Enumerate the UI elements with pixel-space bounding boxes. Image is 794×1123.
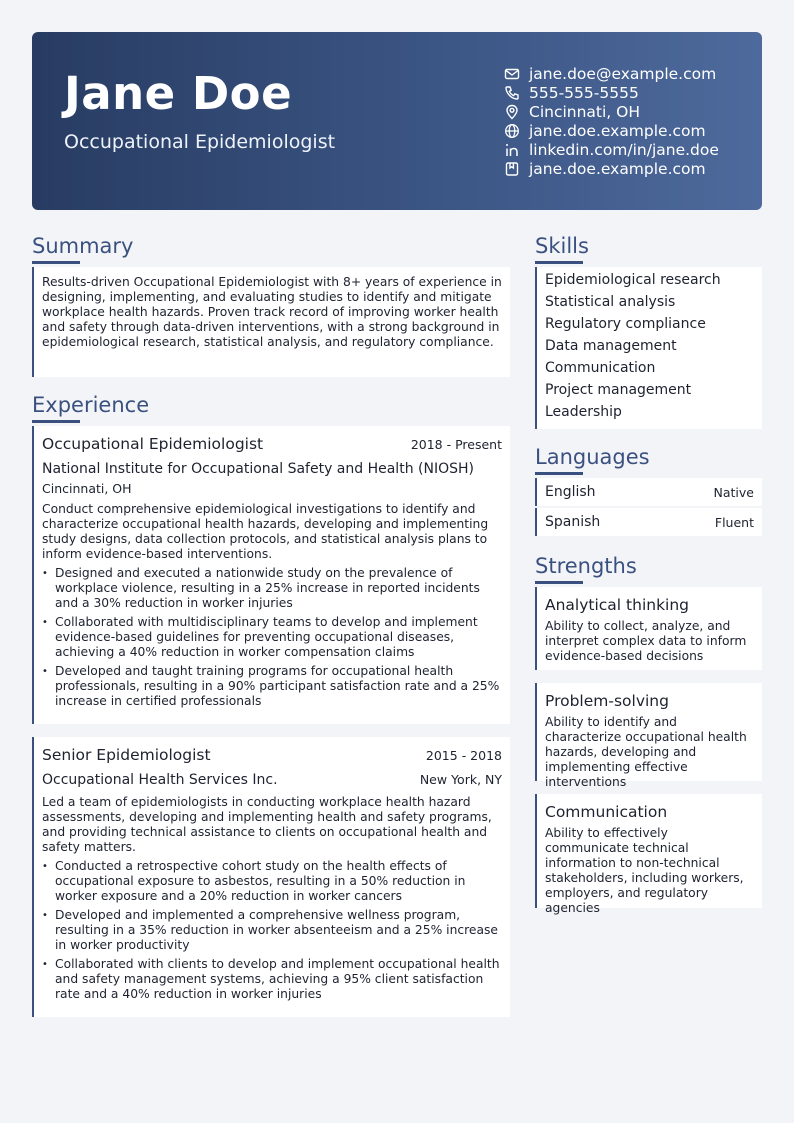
location-pin-icon: [504, 104, 520, 120]
contact-portfolio-text: jane.doe.example.com: [529, 159, 706, 178]
experience-role: Senior Epidemiologist: [42, 746, 211, 764]
language-level: Fluent: [714, 514, 754, 530]
strength-title: Problem-solving: [545, 692, 669, 710]
summary-heading: Summary: [32, 234, 134, 258]
strength-item: [535, 587, 762, 670]
experience-heading: Experience: [32, 393, 150, 417]
linkedin-icon: [504, 142, 520, 158]
contact-phone-text: 555-555-5555: [529, 83, 639, 102]
contact-portfolio[interactable]: [504, 159, 754, 178]
achievement-item: • Developed and implemented a comprehensive wellness program, resulting in a 35% reduction in worker absenteeism and a 25% increase in worker productivity: [42, 908, 502, 953]
summary-text: Results-driven Occupational Epidemiologist with 8+ years of experience in designing, implementing, and evaluating studies to identify and mitigate workplace health hazards. Proven track record of improving worker health and safety through data-driven interventions, with a strong background in epidemiological research, statistical analysis, and regulatory compliance.: [42, 275, 502, 349]
contact-website-text: jane.doe.example.com: [529, 121, 706, 140]
contact-website[interactable]: [504, 121, 754, 140]
experience-location: Cincinnati, OH: [42, 481, 132, 496]
languages-heading: Languages: [535, 445, 650, 469]
contact-linkedin-text: linkedin.com/in/jane.doe: [529, 140, 719, 159]
skill-item: Statistical analysis: [545, 294, 676, 310]
experience-item: [32, 426, 510, 724]
achievement-item: • Collaborated with multidisciplinary teams to develop and implement evidence-based guidelines for preventing occupational diseases, achieving a 40% reduction in worker compensation claims: [42, 615, 502, 660]
strength-item: [535, 794, 762, 915]
resume-header: [32, 32, 762, 210]
contact-email-text: jane.doe@example.com: [529, 64, 717, 83]
strength-description: Ability to identify and characterize occupational health hazards, developing and implementing effective interventions: [545, 715, 747, 789]
skill-item: Regulatory compliance: [545, 316, 706, 332]
candidate-title: Occupational Epidemiologist: [64, 131, 336, 153]
experience-description: Conduct comprehensive epidemiological investigations to identify and characterize occupational health hazards, developing and implementing study designs, data collection protocols, and statistical analysis plans to inform evidence-based interventions.: [42, 502, 489, 561]
language-name: Spanish: [545, 514, 601, 530]
experience-dates: 2018 - Present: [410, 437, 502, 452]
mail-icon: [504, 66, 520, 82]
experience-role: Occupational Epidemiologist: [42, 435, 264, 453]
contact-email[interactable]: [504, 64, 754, 83]
contact-list: [504, 64, 754, 178]
experience-company: National Institute for Occupational Safety and Health (NIOSH): [42, 461, 474, 477]
experience-company: Occupational Health Services Inc.: [42, 772, 278, 788]
achievement-item: • Developed and taught training programs for occupational health professionals, resulting in a 90% participant satisfaction rate and a 25% increase in certified professionals: [42, 664, 502, 709]
skills-card: [535, 267, 762, 429]
phone-icon: [504, 85, 520, 101]
strength-description: Ability to collect, analyze, and interpret complex data to inform evidence-based decisions: [545, 619, 747, 663]
summary-card: [32, 267, 510, 377]
strength-description: Ability to effectively communicate technical information to non-technical stakeholders, including workers, employers, and regulatory agencies: [545, 826, 744, 915]
language-item: [535, 508, 762, 536]
bookmark-icon: [504, 161, 520, 177]
achievement-item: • Collaborated with clients to develop and implement occupational health and safety management systems, achieving a 95% client satisfaction rate and a 40% reduction in worker injuries: [42, 957, 502, 1002]
strength-title: Analytical thinking: [545, 596, 690, 614]
contact-location: [504, 102, 754, 121]
achievement-item: • Designed and executed a nationwide study on the prevalence of workplace violence, resulting in a 25% increase in reported incidents and a 30% reduction in worker injuries: [42, 566, 502, 611]
experience-dates: 2015 - 2018: [425, 748, 502, 763]
language-name: English: [545, 484, 596, 500]
contact-phone[interactable]: [504, 83, 754, 102]
experience-item: [32, 737, 510, 1017]
skill-item: Leadership: [545, 404, 622, 420]
experience-description: Led a team of epidemiologists in conducting workplace health hazard assessments, developing and implementing health and safety programs, and providing technical assistance to clients on occupational health and safety matters.: [42, 795, 492, 854]
experience-location: New York, NY: [419, 772, 502, 787]
candidate-name: Jane Doe: [64, 67, 293, 120]
skill-item: Communication: [545, 360, 656, 376]
skill-item: Data management: [545, 338, 677, 354]
globe-icon: [504, 123, 520, 139]
skill-item: Project management: [545, 382, 692, 398]
skills-heading: Skills: [535, 234, 589, 258]
strength-item: [535, 683, 762, 789]
language-level: Native: [713, 484, 754, 500]
achievement-list: [42, 566, 502, 709]
strengths-heading: Strengths: [535, 554, 637, 578]
contact-location-text: Cincinnati, OH: [529, 102, 641, 121]
contact-linkedin[interactable]: [504, 140, 754, 159]
achievement-list: [42, 859, 502, 1002]
skill-item: Epidemiological research: [545, 272, 721, 288]
strength-title: Communication: [545, 803, 668, 821]
language-item: [535, 478, 762, 506]
achievement-item: • Conducted a retrospective cohort study on the health effects of occupational exposure to asbestos, resulting in a 50% reduction in worker exposure and a 20% reduction in worker cancers: [42, 859, 502, 904]
